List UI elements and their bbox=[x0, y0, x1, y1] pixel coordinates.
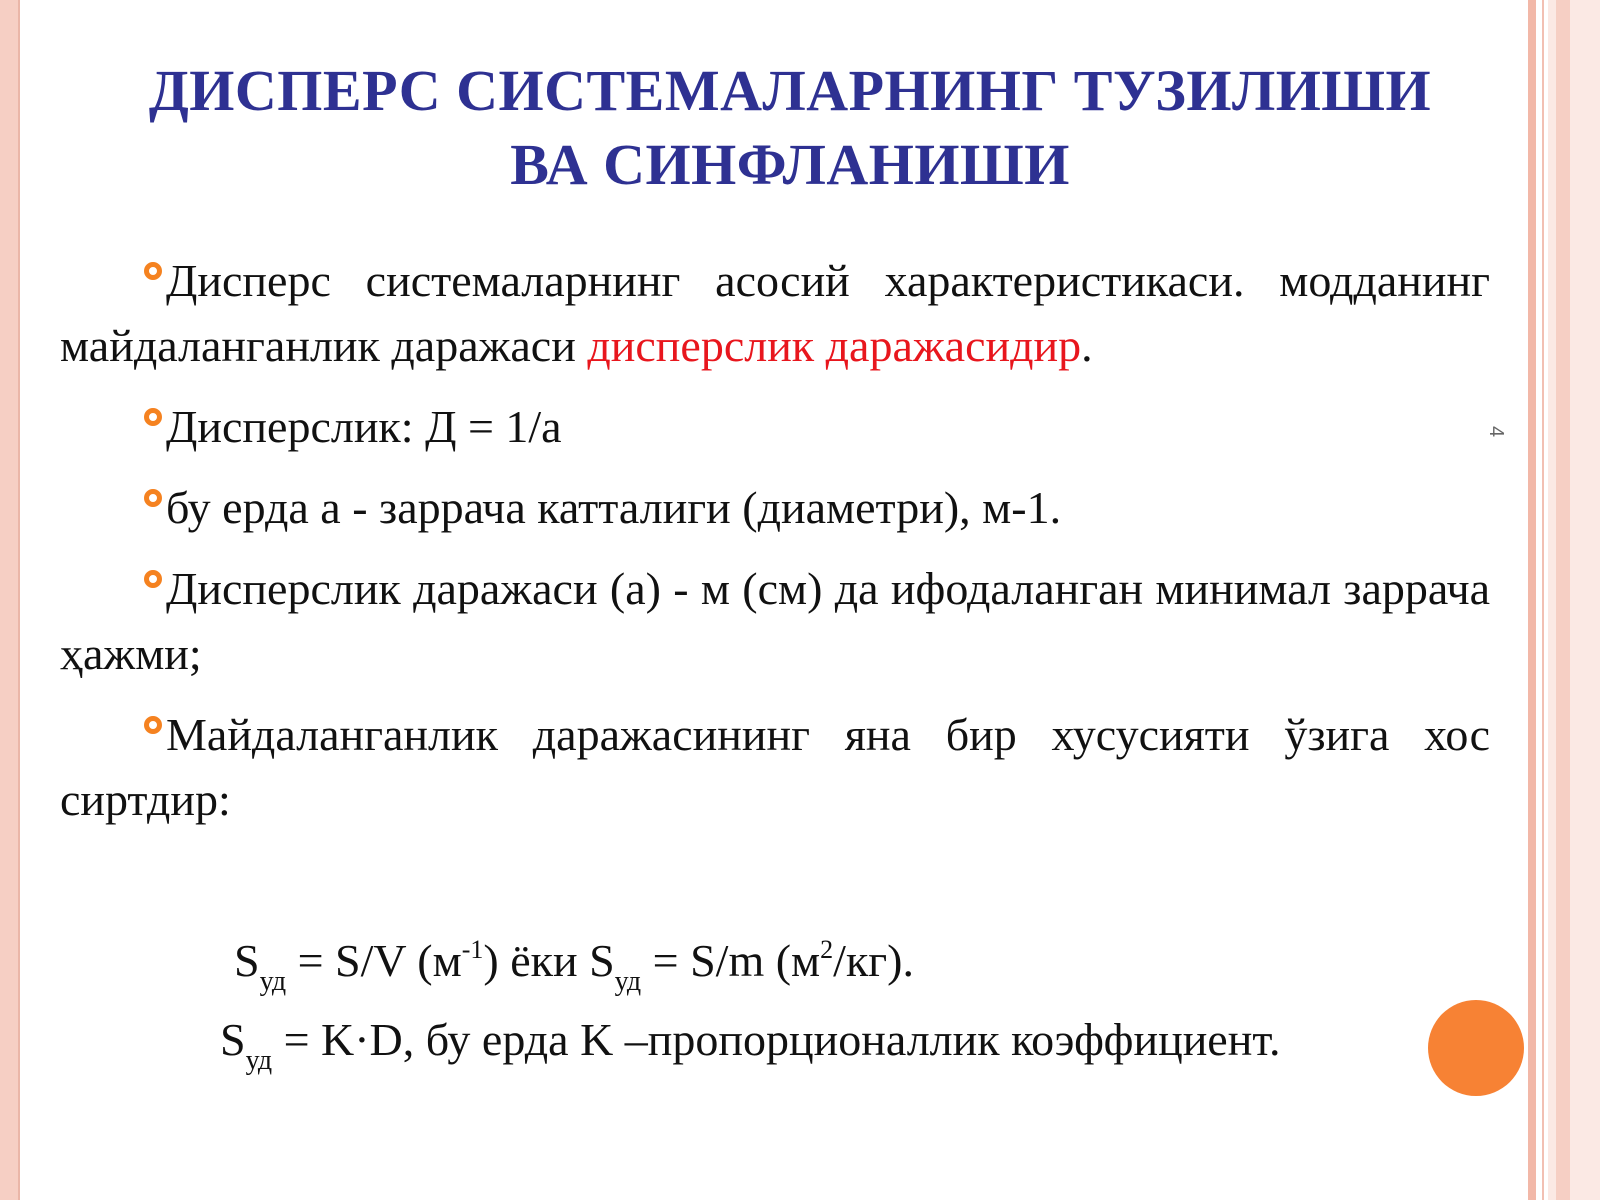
bullet-item-degree bbox=[60, 556, 1490, 686]
formula-symbol: S bbox=[234, 935, 260, 986]
bullet-item-characteristic bbox=[60, 248, 1490, 378]
slide-number: 4 bbox=[1485, 425, 1508, 438]
bullet-item-surface bbox=[60, 702, 1490, 832]
formula-symbol: S bbox=[220, 1014, 246, 1065]
formula-specific-surface bbox=[234, 920, 914, 1012]
bullet-text-end: . bbox=[1081, 320, 1093, 371]
formula-subscript: уд bbox=[614, 966, 642, 997]
formula-text: = S/V (м bbox=[286, 935, 462, 986]
formula-text: = S/m (м bbox=[641, 935, 821, 986]
bullet-text: Дисперс системаларнинг асосий характеристикаси. модданинг майдаланганлик даражаси bbox=[60, 255, 1490, 371]
formula-proportionality bbox=[220, 1010, 1280, 1091]
bullet-text: Дисперслик даражаси (а) - м (см) да ифодаланган минимал заррача ҳажми; bbox=[60, 563, 1490, 679]
slide-border-band-outer bbox=[1556, 0, 1570, 1200]
slide-title bbox=[90, 54, 1490, 202]
bullet-item-where bbox=[60, 475, 1490, 540]
formula-superscript: 2 bbox=[820, 935, 834, 964]
slide-content bbox=[60, 248, 1490, 832]
formula-text: ) ёки S bbox=[483, 935, 615, 986]
bullet-text: бу ерда а - заррача катталиги (диаметри), м-1. bbox=[166, 482, 1062, 533]
title-line-1: ДИСПЕРС СИСТЕМАЛАРНИНГ ТУЗИЛИШИ bbox=[148, 58, 1432, 123]
bullet-circle-icon bbox=[144, 489, 162, 507]
title-line-2: ВА СИНФЛАНИШИ bbox=[510, 132, 1070, 197]
slide-border-band bbox=[1528, 0, 1536, 1200]
decorative-circle bbox=[1428, 1000, 1524, 1096]
bullet-text: Майдаланганлик даражасининг яна бир хусусияти ўзига хос сиртдир: bbox=[60, 709, 1490, 825]
slide-border-line bbox=[1542, 0, 1544, 1200]
highlight-text: дисперслик даражасидир bbox=[587, 320, 1082, 371]
bullet-item-dispersity bbox=[60, 394, 1490, 459]
formula-subscript: уд bbox=[245, 1045, 273, 1076]
bullet-text: Дисперслик: Д = 1/а bbox=[166, 401, 562, 452]
bullet-circle-icon bbox=[144, 570, 162, 588]
formula-subscript: уд bbox=[259, 966, 287, 997]
formula-text: /кг). bbox=[833, 935, 914, 986]
bullet-circle-icon bbox=[144, 716, 162, 734]
formula-superscript: -1 bbox=[461, 935, 484, 964]
formula-text: = K·D, бу ерда K –пропорционаллик коэффициент. bbox=[272, 1014, 1281, 1065]
slide-border-left bbox=[0, 0, 20, 1200]
bullet-circle-icon bbox=[144, 408, 162, 426]
bullet-circle-icon bbox=[144, 262, 162, 280]
